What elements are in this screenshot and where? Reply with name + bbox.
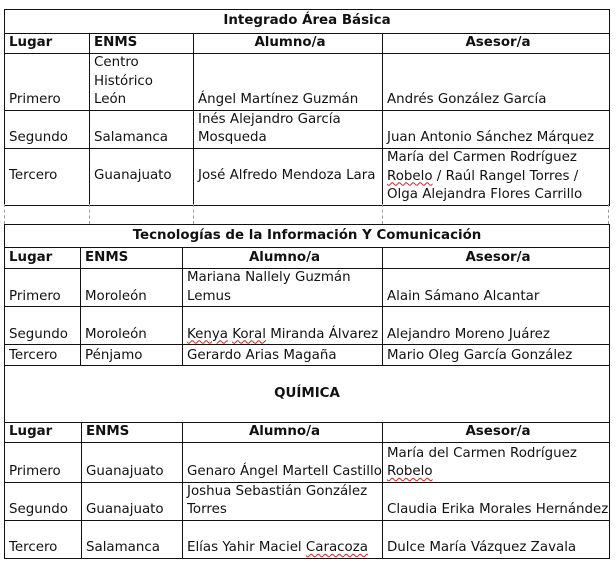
alumno-part: Miranda Álvarez xyxy=(266,326,379,342)
table-row xyxy=(5,520,610,558)
gridline xyxy=(608,204,609,224)
cell-lugar: Primero xyxy=(5,442,82,482)
cell-lugar: Primero xyxy=(5,54,90,111)
cell-alumno: Gerardo Arias Magaña xyxy=(183,345,383,366)
header-enms: ENMS xyxy=(81,248,183,269)
alumno-part: Elías Yahir Maciel xyxy=(187,540,306,555)
empty-gridline-row xyxy=(4,204,609,224)
cell-enms: Moroleón xyxy=(81,307,183,345)
cell-alumno: José Alfredo Mendoza Lara xyxy=(194,148,383,205)
spellcheck-word: Caracoza xyxy=(305,540,368,555)
header-asesor: Asesor/a xyxy=(383,248,610,269)
header-lugar: Lugar xyxy=(5,423,82,443)
header-asesor: Asesor/a xyxy=(383,423,610,443)
cell-enms: Guanajuato xyxy=(82,442,183,482)
cell-enms: Pénjamo xyxy=(81,345,183,366)
cell-asesor xyxy=(383,148,610,205)
section-title: Integrado Área Básica xyxy=(5,10,610,34)
spellcheck-word: Robelo xyxy=(387,168,433,184)
cell-alumno: Joshua Sebastián González Torres xyxy=(183,482,383,520)
spellcheck-word: Robelo xyxy=(387,464,433,479)
cell-lugar: Primero xyxy=(5,269,81,307)
table-row xyxy=(5,345,610,366)
cell-enms: Salamanca xyxy=(82,520,183,558)
cell-asesor: Claudia Erika Morales Hernández xyxy=(383,482,610,520)
asesor-part: María del Carmen Rodríguez xyxy=(387,445,577,461)
cell-enms: Centro Histórico León xyxy=(90,54,194,111)
section-title: QUÍMICA xyxy=(5,366,610,423)
section-title: Tecnologías de la Información Y Comunicación xyxy=(5,225,610,248)
table-row xyxy=(5,54,610,111)
header-enms: ENMS xyxy=(90,34,194,54)
cell-asesor: Alain Sámano Alcantar xyxy=(383,269,610,307)
cell-alumno: Mariana Nallely Guzmán Lemus xyxy=(183,269,383,307)
cell-lugar: Segundo xyxy=(5,110,90,148)
table-row xyxy=(5,110,610,148)
cell-asesor: Alejandro Moreno Juárez xyxy=(383,307,610,345)
gridline xyxy=(4,204,5,224)
table-row xyxy=(5,148,610,205)
header-enms: ENMS xyxy=(82,423,183,443)
results-table-tic xyxy=(4,224,610,366)
header-alumno: Alumno/a xyxy=(183,423,383,443)
gridline xyxy=(89,204,90,224)
cell-alumno: Inés Alejandro García Mosqueda xyxy=(194,110,383,148)
gridline xyxy=(193,204,194,224)
cell-enms: Guanajuato xyxy=(82,482,183,520)
cell-enms: Guanajuato xyxy=(90,148,194,205)
cell-enms: Moroleón xyxy=(81,269,183,307)
cell-asesor: Dulce María Vázquez Zavala xyxy=(383,520,610,558)
cell-alumno xyxy=(183,520,383,558)
gridline xyxy=(382,204,383,224)
table-row xyxy=(5,482,610,520)
header-lugar: Lugar xyxy=(5,248,81,269)
cell-lugar: Tercero xyxy=(5,345,81,366)
cell-alumno: Genaro Ángel Martell Castillo xyxy=(183,442,383,482)
cell-asesor: Juan Antonio Sánchez Márquez xyxy=(383,110,610,148)
cell-asesor: Andrés González García xyxy=(383,54,610,111)
cell-lugar: Segundo xyxy=(5,482,82,520)
cell-enms: Salamanca xyxy=(90,110,194,148)
table-row xyxy=(5,442,610,482)
table-row xyxy=(5,269,610,307)
cell-lugar: Tercero xyxy=(5,520,82,558)
results-table-quimica xyxy=(4,365,610,559)
cell-lugar: Segundo xyxy=(5,307,81,345)
asesor-part: María del Carmen Rodríguez xyxy=(387,150,577,165)
asesor-part: / Raúl Rangel Torres / Olga Alejandra Flores Carrillo xyxy=(387,168,583,202)
cell-asesor xyxy=(383,442,610,482)
header-alumno: Alumno/a xyxy=(194,34,383,54)
header-lugar: Lugar xyxy=(5,34,90,54)
results-table-area-basica xyxy=(4,9,610,206)
cell-alumno: Ángel Martínez Guzmán xyxy=(194,54,383,111)
header-asesor: Asesor/a xyxy=(383,34,610,54)
cell-alumno xyxy=(183,307,383,345)
spellcheck-word: Koral xyxy=(232,326,266,342)
cell-asesor: Mario Oleg García González xyxy=(383,345,610,366)
spellcheck-word: Kenya xyxy=(187,326,228,342)
table-row xyxy=(5,307,610,345)
header-alumno: Alumno/a xyxy=(183,248,383,269)
cell-lugar: Tercero xyxy=(5,148,90,205)
